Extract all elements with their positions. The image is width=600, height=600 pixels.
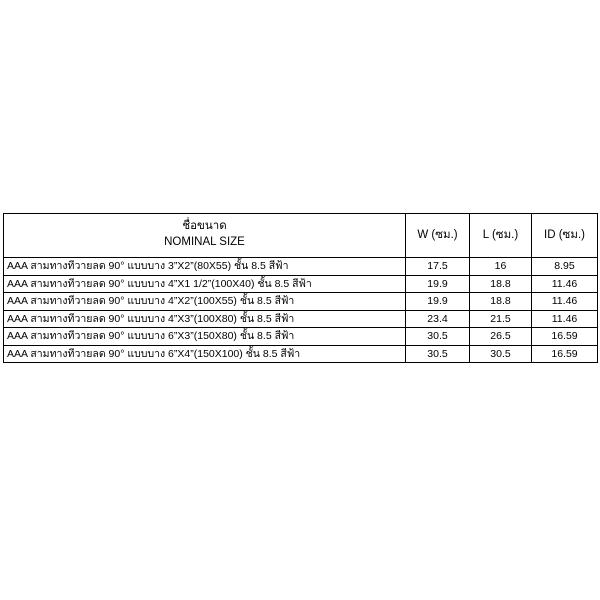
cell-w: 19.9 <box>406 275 470 293</box>
cell-l: 30.5 <box>470 345 532 363</box>
table-body <box>4 258 598 363</box>
cell-nominal-size: AAA สามทางทีวายลด 90° แบบบาง 4”X3”(100X80) ชั้น 8.5 สีฟ้า <box>4 310 406 328</box>
cell-w: 23.4 <box>406 310 470 328</box>
column-header-nominal-size-english: NOMINAL SIZE <box>164 236 245 248</box>
cell-nominal-size: AAA สามทางทีวายลด 90° แบบบาง 4”X1 1/2”(100X40) ชั้น 8.5 สีฟ้า <box>4 275 406 293</box>
cell-id: 16.59 <box>532 345 598 363</box>
cell-w: 30.5 <box>406 328 470 346</box>
cell-l: 18.8 <box>470 275 532 293</box>
column-header-l: L (ซม.) <box>470 214 532 258</box>
cell-nominal-size: AAA สามทางทีวายลด 90° แบบบาง 6”X3”(150X80) ชั้น 8.5 สีฟ้า <box>4 328 406 346</box>
table-header-row <box>4 214 598 258</box>
cell-id: 11.46 <box>532 293 598 311</box>
cell-nominal-size: AAA สามทางทีวายลด 90° แบบบาง 6”X4”(150X100) ชั้น 8.5 สีฟ้า <box>4 345 406 363</box>
table-row <box>4 345 598 363</box>
cell-nominal-size: AAA สามทางทีวายลด 90° แบบบาง 4”X2”(100X55) ชั้น 8.5 สีฟ้า <box>4 293 406 311</box>
cell-w: 19.9 <box>406 293 470 311</box>
cell-id: 11.46 <box>532 275 598 293</box>
table-header <box>4 214 598 258</box>
cell-l: 16 <box>470 258 532 276</box>
cell-nominal-size: AAA สามทางทีวายลด 90° แบบบาง 3”X2”(80X55) ชั้น 8.5 สีฟ้า <box>4 258 406 276</box>
cell-l: 26.5 <box>470 328 532 346</box>
table-row <box>4 258 598 276</box>
cell-l: 21.5 <box>470 310 532 328</box>
spec-table-container <box>3 213 597 363</box>
cell-id: 11.46 <box>532 310 598 328</box>
cell-l: 18.8 <box>470 293 532 311</box>
column-header-nominal-size <box>4 214 406 258</box>
table-row <box>4 293 598 311</box>
cell-id: 16.59 <box>532 328 598 346</box>
column-header-nominal-size-thai: ชื่อขนาด <box>182 220 227 233</box>
table-row <box>4 310 598 328</box>
table-row <box>4 275 598 293</box>
column-header-w: W (ซม.) <box>406 214 470 258</box>
column-header-id: ID (ซม.) <box>532 214 598 258</box>
spec-table <box>3 213 598 363</box>
cell-id: 8.95 <box>532 258 598 276</box>
cell-w: 30.5 <box>406 345 470 363</box>
table-row <box>4 328 598 346</box>
cell-w: 17.5 <box>406 258 470 276</box>
